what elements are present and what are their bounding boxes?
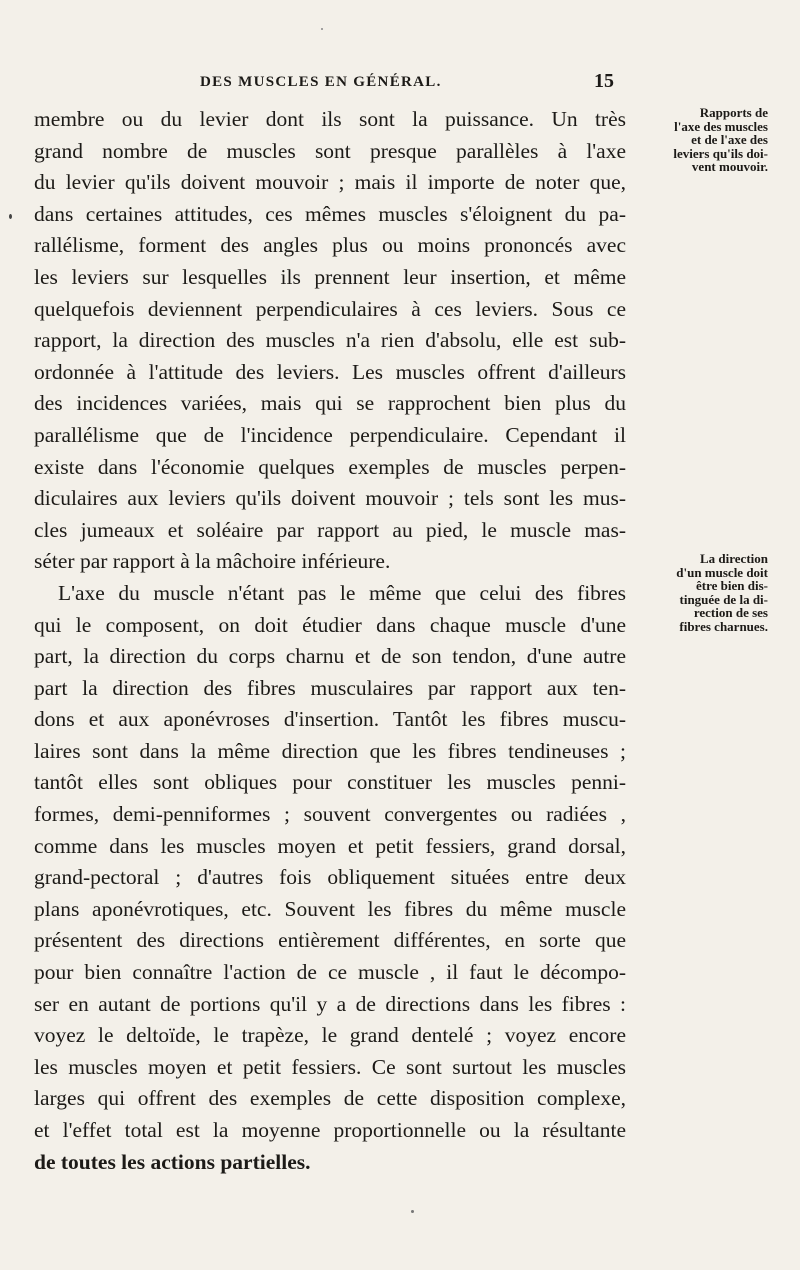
text-line: de toutes les actions partielles.	[34, 1149, 311, 1174]
text-line: cles jumeaux et soléaire par rapport au pied, le muscle mas-	[34, 517, 626, 542]
text-line: part la direction des fibres musculaires par rapport aux ten-	[34, 675, 626, 700]
margin-note-line: La direction	[699, 551, 768, 566]
margin-note-line: être bien dis-	[696, 578, 768, 593]
body-text	[34, 104, 626, 1178]
text-line: des incidences variées, mais qui se rapprochent bien plus du	[34, 391, 626, 416]
text-line: rallélisme, forment des angles plus ou moins prononcés avec	[34, 233, 626, 258]
text-line: séter par rapport à la mâchoire inférieure.	[34, 549, 391, 574]
text-line: quelquefois deviennent perpendiculaires à ces leviers. Sous ce	[34, 296, 626, 321]
margin-note-line: fibres charnues.	[679, 618, 768, 634]
text-line: comme dans les muscles moyen et petit fessiers, grand dorsal,	[34, 833, 626, 858]
text-line: les leviers sur lesquelles ils prennent leur insertion, et même	[34, 264, 626, 289]
text-line: et l'effet total est la moyenne proportionnelle ou la résultante	[34, 1118, 626, 1142]
margin-note	[628, 552, 768, 633]
margin-note-line: d'un muscle doit	[676, 564, 768, 580]
text-line: ser en autant de portions qu'il y a de directions dans les fibres :	[34, 991, 626, 1016]
text-line: les muscles moyen et petit fessiers. Ce sont surtout les muscles	[34, 1054, 626, 1079]
text-line: dons et aux aponévroses d'insertion. Tantôt les fibres muscu-	[34, 707, 626, 732]
text-line: grand-pectoral ; d'autres fois obliquement situées entre deux	[34, 865, 626, 890]
running-title: DES MUSCLES EN GÉNÉRAL.	[200, 74, 442, 90]
text-line: présentent des directions entièrement différentes, en sorte que	[34, 928, 626, 953]
text-line: plans aponévrotiques, etc. Souvent les fibres du même muscle	[34, 896, 626, 921]
page-number: 15	[594, 70, 614, 92]
text-line: ordonnée à l'attitude des leviers. Les muscles offrent d'ailleurs	[34, 359, 626, 384]
text-line: parallélisme que de l'incidence perpendiculaire. Cependant il	[34, 422, 626, 447]
text-line: part, la direction du corps charnu et de son tendon, d'une autre	[34, 644, 626, 669]
text-line: existe dans l'économie quelques exemples de muscles perpen-	[34, 454, 626, 479]
text-line: laires sont dans la même direction que les fibres tendineuses ;	[34, 738, 626, 763]
text-line: du levier qu'ils doivent mouvoir ; mais il importe de noter que,	[34, 170, 626, 195]
text-line: pour bien connaître l'action de ce muscle , il faut le décompo-	[34, 960, 626, 985]
margin-note-line: et de l'axe des	[691, 132, 768, 147]
margin-note-line: rection de ses	[693, 605, 768, 620]
margin-note-line: leviers qu'ils doi-	[673, 145, 768, 161]
margin-note-line: l'axe des muscles	[674, 118, 768, 134]
margin-note-line: tinguée de la di-	[679, 591, 768, 607]
text-line: larges qui offrent des exemples de cette disposition complexe,	[34, 1086, 626, 1111]
text-line: voyez le deltoïde, le trapèze, le grand dentelé ; voyez encore	[34, 1023, 626, 1048]
text-line: grand nombre de muscles sont presque parallèles à l'axe	[34, 138, 626, 163]
ink-speck	[9, 214, 12, 219]
text-line: rapport, la direction des muscles n'a rien d'absolu, elle est sub-	[34, 328, 626, 353]
margin-note	[628, 106, 768, 174]
ink-speck	[321, 28, 323, 30]
text-line: membre ou du levier dont ils sont la puissance. Un très	[34, 107, 626, 131]
margin-note-line: vent mouvoir.	[691, 159, 768, 174]
text-line: dans certaines attitudes, ces mêmes muscles s'éloignent du pa-	[34, 201, 626, 226]
text-line: qui le composent, on doit étudier dans chaque muscle d'une	[34, 612, 626, 637]
text-line: formes, demi-penniformes ; souvent convergentes ou radiées ,	[34, 802, 626, 827]
margin-note-line: Rapports de	[699, 105, 768, 120]
text-line: L'axe du muscle n'étant pas le même que celui des fibres	[58, 580, 626, 605]
text-line: tantôt elles sont obliques pour constituer les muscles penni-	[34, 770, 626, 795]
text-line: diculaires aux leviers qu'ils doivent mouvoir ; tels sont les mus-	[34, 486, 626, 511]
ink-speck	[411, 1210, 414, 1213]
